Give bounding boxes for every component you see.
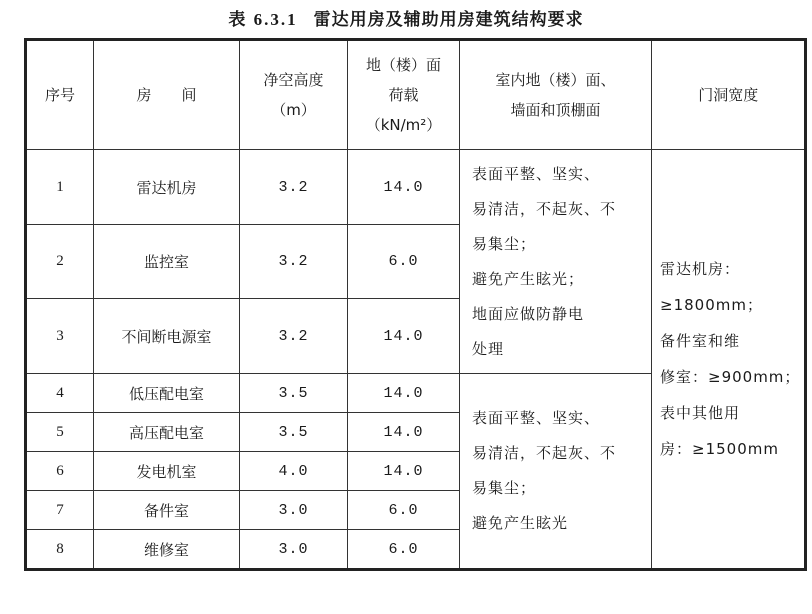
cell-room: 备件室: [94, 491, 240, 530]
table-number: 表 6.3.1: [228, 9, 298, 29]
cell-door-width: 雷达机房： ≥1800mm； 备件室和维 修室：≥900mm； 表中其他用 房：≥1500mm: [652, 150, 806, 570]
cell-height: 3.0: [240, 530, 348, 570]
cell-room: 雷达机房: [94, 150, 240, 225]
cell-load: 14.0: [348, 150, 460, 225]
cell-load: 14.0: [348, 374, 460, 413]
cell-load: 14.0: [348, 413, 460, 452]
table-row: [26, 150, 806, 225]
header-surface: 室内地（楼）面、 墙面和顶棚面: [460, 40, 652, 150]
cell-height: 3.0: [240, 491, 348, 530]
cell-load: 6.0: [348, 530, 460, 570]
cell-room: 不间断电源室: [94, 299, 240, 374]
cell-load: 6.0: [348, 225, 460, 299]
header-row: [26, 40, 806, 150]
header-load: 地（楼）面 荷载 （kN/m²）: [348, 40, 460, 150]
header-seq: 序号: [26, 40, 94, 150]
table-caption: [0, 0, 812, 34]
cell-load: 14.0: [348, 299, 460, 374]
cell-room: 发电机室: [94, 452, 240, 491]
cell-seq: 7: [26, 491, 94, 530]
cell-seq: 6: [26, 452, 94, 491]
cell-seq: 3: [26, 299, 94, 374]
cell-room: 低压配电室: [94, 374, 240, 413]
header-height: 净空高度 （m）: [240, 40, 348, 150]
cell-height: 3.5: [240, 374, 348, 413]
header-room: 房 间: [94, 40, 240, 150]
cell-surface-group-2: 表面平整、坚实、 易清洁，不起灰、不 易集尘； 避免产生眩光: [460, 374, 652, 570]
requirements-table: [24, 38, 807, 571]
cell-seq: 4: [26, 374, 94, 413]
cell-load: 14.0: [348, 452, 460, 491]
cell-room: 维修室: [94, 530, 240, 570]
cell-load: 6.0: [348, 491, 460, 530]
cell-height: 3.2: [240, 150, 348, 225]
cell-room: 高压配电室: [94, 413, 240, 452]
cell-height: 3.2: [240, 225, 348, 299]
cell-room: 监控室: [94, 225, 240, 299]
cell-height: 4.0: [240, 452, 348, 491]
cell-seq: 8: [26, 530, 94, 570]
cell-seq: 2: [26, 225, 94, 299]
cell-seq: 5: [26, 413, 94, 452]
cell-height: 3.5: [240, 413, 348, 452]
cell-seq: 1: [26, 150, 94, 225]
cell-height: 3.2: [240, 299, 348, 374]
cell-surface-group-1: 表面平整、坚实、 易清洁，不起灰、不 易集尘； 避免产生眩光； 地面应做防静电 处理: [460, 150, 652, 374]
header-door: 门洞宽度: [652, 40, 806, 150]
table-title: 雷达用房及辅助用房建筑结构要求: [313, 9, 584, 30]
